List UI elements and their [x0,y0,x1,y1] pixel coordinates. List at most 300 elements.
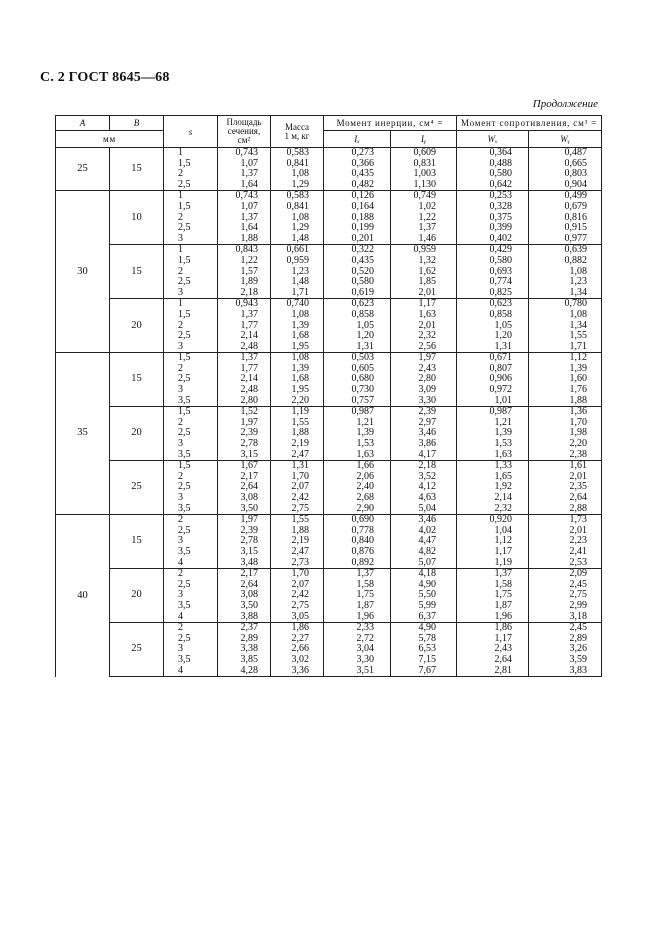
value-ix: 1,63 [356,448,374,460]
cell-b: 25 [110,623,164,677]
value-s: 3 [178,535,183,547]
column-s [164,299,218,353]
col-header-wy: Wᵧ [529,131,602,148]
column-mass [271,407,324,461]
cell-wx [457,407,528,460]
cell-wy [529,148,601,190]
value-wx: 0,693 [489,265,513,277]
value-wy: 2,89 [569,632,588,644]
value-wy: 1,70 [569,416,588,428]
cell-b: 15 [110,353,164,407]
value-s: 2 [178,211,183,223]
value-wx: 1,17 [494,545,513,557]
value-area: 3,08 [240,589,258,601]
value-s: 2,5 [178,373,191,385]
value-s: 3 [178,492,183,503]
value-iy: 5,50 [418,589,437,601]
column-wy [529,407,602,461]
value-iy: 1,02 [418,200,437,212]
column-iy [391,461,457,515]
value-s: 2 [178,319,183,331]
value-iy: 4,82 [418,545,437,557]
value-iy: 7,67 [418,664,437,676]
value-mass: 1,48 [291,232,309,244]
cell-iy [391,515,456,568]
cell-b: 15 [110,245,164,299]
value-wx: 0,987 [489,406,513,418]
value-wx: 0,402 [489,232,513,244]
value-mass: 0,841 [286,157,309,169]
col-header-mass: Масса 1 м, кг [271,116,324,148]
col-header-resistance: Момент сопротивления, см³ = [457,116,602,131]
value-area: 2,48 [240,384,258,396]
column-wy [529,461,602,515]
cell-area [218,353,270,406]
cell-wx [457,623,528,676]
value-iy: 2,18 [418,460,437,472]
value-iy: 1,62 [418,265,437,277]
column-ix [324,569,391,623]
value-mass: 1,55 [291,514,309,526]
value-ix: 0,322 [351,244,374,256]
value-s: 2,5 [178,178,191,190]
value-ix: 1,66 [356,460,374,472]
cell-mass [271,191,323,244]
value-area: 3,88 [240,610,258,622]
value-mass: 2,20 [291,394,309,406]
value-wy: 0,639 [564,244,588,256]
properties-table [55,115,602,677]
value-iy: 2,80 [418,373,437,385]
cell-s [164,299,217,352]
value-ix: 2,06 [356,470,374,482]
value-iy: 1,97 [418,352,437,364]
value-wx: 2,14 [494,492,513,503]
cell-iy [391,191,456,244]
value-wy: 0,904 [564,178,588,190]
value-wx: 0,375 [489,211,513,223]
value-area: 1,64 [240,222,258,234]
cell-ix [324,407,390,460]
value-wy: 2,53 [569,556,588,568]
column-area [218,299,271,353]
value-mass: 1,08 [291,168,309,180]
cell-a: 40 [56,515,110,677]
value-wx: 1,19 [494,556,513,568]
cell-s [164,407,217,460]
value-area: 3,15 [240,448,258,460]
cell-s [164,461,217,514]
value-ix: 1,05 [356,319,374,331]
value-mass: 1,88 [291,427,309,439]
value-wx: 2,81 [494,664,513,676]
value-area: 2,64 [240,481,258,493]
value-ix: 0,778 [351,524,374,536]
value-area: 1,37 [240,352,258,364]
cell-mass [271,407,323,460]
value-wy: 1,61 [569,460,588,472]
value-wx: 1,92 [494,481,513,493]
value-wy: 0,780 [564,298,588,310]
cell-b: 20 [110,407,164,461]
value-iy: 5,07 [418,556,437,568]
value-s: 2,5 [178,427,191,439]
value-iy: 2,01 [418,286,437,298]
value-wx: 0,399 [489,222,513,234]
value-s: 2 [178,622,183,634]
value-area: 1,07 [240,157,258,169]
value-wy: 2,01 [569,524,588,536]
value-s: 2,5 [178,330,191,342]
cell-b: 10 [110,191,164,245]
cell-iy [391,569,456,622]
value-s: 2,5 [178,222,191,234]
column-ix [324,245,391,299]
cell-iy [391,623,456,676]
value-area: 1,64 [240,178,258,190]
value-ix: 0,680 [351,373,374,385]
column-wy [529,353,602,407]
value-mass: 2,19 [291,438,309,450]
column-area [218,148,271,191]
cell-area [218,623,270,676]
value-ix: 0,840 [351,535,374,547]
value-wy: 2,45 [569,578,588,590]
column-mass [271,191,324,245]
value-ix: 1,75 [356,589,374,601]
column-ix [324,515,391,569]
value-mass: 1,19 [291,406,309,418]
value-wy: 2,41 [569,545,588,557]
value-ix: 0,188 [351,211,374,223]
value-wy: 1,73 [569,514,588,526]
column-wx [457,623,529,677]
value-wx: 1,12 [494,535,513,547]
value-s: 1,5 [178,308,191,320]
value-wy: 1,34 [569,319,588,331]
value-wx: 1,17 [494,632,513,644]
column-wy [529,191,602,245]
value-wy: 3,83 [569,664,588,676]
value-ix: 1,39 [356,427,374,439]
value-wx: 0,972 [489,384,513,396]
cell-area [218,245,270,298]
value-wy: 2,09 [569,568,588,580]
value-area: 3,50 [240,502,258,514]
value-mass: 1,08 [291,352,309,364]
cell-ix [324,515,390,568]
value-mass: 2,66 [291,643,309,655]
value-wy: 2,99 [569,599,588,611]
value-area: 2,78 [240,438,258,450]
cell-mass [271,515,323,568]
value-mass: 2,47 [291,545,309,557]
value-area: 4,28 [240,664,258,676]
value-area: 0,743 [235,190,258,202]
value-s: 2 [178,514,183,526]
value-wx: 0,488 [489,157,513,169]
value-wx: 1,37 [494,568,513,580]
col-header-inertia: Момент инерции, см⁴ = [324,116,457,131]
value-mass: 0,583 [286,147,309,158]
column-iy [391,191,457,245]
value-mass: 1,08 [291,308,309,320]
value-wx: 2,64 [494,653,513,665]
value-wy: 2,20 [569,438,588,450]
cell-wy [529,461,601,514]
value-wx: 1,87 [494,599,513,611]
value-mass: 3,02 [291,653,309,665]
value-wx: 0,858 [489,308,513,320]
column-wx [457,569,529,623]
table-group [56,191,602,353]
value-mass: 1,31 [291,460,309,472]
value-iy: 7,15 [418,653,437,665]
value-s: 3,5 [178,545,191,557]
column-mass [271,623,324,677]
cell-area [218,569,270,622]
value-mass: 1,23 [291,265,309,277]
value-area: 1,77 [240,362,258,374]
value-wx: 0,623 [489,298,513,310]
value-wy: 3,59 [569,653,588,665]
continuation-label: Продолжение [532,98,598,110]
value-ix: 0,987 [351,406,374,418]
value-wy: 1,39 [569,362,588,374]
cell-wx [457,461,528,514]
cell-wy [529,623,601,676]
value-iy: 2,01 [418,319,437,331]
value-ix: 3,30 [356,653,374,665]
column-wy [529,245,602,299]
table-row [56,623,602,677]
value-ix: 1,58 [356,578,374,590]
cell-b: 15 [110,515,164,569]
value-s: 4 [178,610,183,622]
cell-b: 25 [110,461,164,515]
cell-s [164,515,217,568]
value-iy: 1,63 [418,308,437,320]
value-wx: 1,20 [494,330,513,342]
value-ix: 2,72 [356,632,374,644]
cell-s [164,191,217,244]
value-wx: 1,65 [494,470,513,482]
value-wy: 0,679 [564,200,588,212]
value-ix: 1,37 [356,568,374,580]
cell-ix [324,461,390,514]
value-iy: 1,003 [413,168,437,180]
column-s [164,148,218,191]
column-mass [271,148,324,191]
value-mass: 1,88 [291,524,309,536]
value-iy: 4,02 [418,524,437,536]
value-iy: 1,46 [418,232,437,244]
value-wx: 0,920 [489,514,513,526]
value-wx: 0,253 [489,190,513,202]
cell-wx [457,515,528,568]
value-mass: 2,42 [291,492,309,503]
value-wx: 0,429 [489,244,513,256]
value-mass: 1,39 [291,362,309,374]
table-row [56,148,602,191]
value-area: 1,22 [240,254,258,266]
column-wx [457,148,529,191]
value-mass: 1,70 [291,470,309,482]
value-mass: 0,740 [286,298,309,310]
column-wx [457,407,529,461]
col-header-ix: Iₓ [324,131,391,148]
column-area [218,245,271,299]
value-ix: 1,87 [356,599,374,611]
column-s [164,515,218,569]
column-area [218,461,271,515]
value-area: 2,14 [240,373,258,385]
value-mass: 0,661 [286,244,309,256]
column-area [218,353,271,407]
value-wx: 1,04 [494,524,513,536]
value-wy: 2,38 [569,448,588,460]
value-iy: 3,86 [418,438,437,450]
value-ix: 1,21 [356,416,374,428]
value-wy: 1,36 [569,406,588,418]
value-area: 0,843 [235,244,258,256]
column-area [218,569,271,623]
value-ix: 0,201 [351,232,374,244]
column-s [164,407,218,461]
value-ix: 0,503 [351,352,374,364]
value-iy: 5,78 [418,632,437,644]
value-mass: 2,75 [291,599,309,611]
value-area: 2,17 [240,568,258,580]
value-ix: 0,520 [351,265,374,277]
value-ix: 0,580 [351,276,374,288]
value-wy: 0,915 [564,222,588,234]
value-ix: 0,126 [351,190,374,202]
cell-iy [391,461,456,514]
cell-iy [391,245,456,298]
value-iy: 1,17 [418,298,437,310]
value-mass: 2,42 [291,589,309,601]
column-s [164,623,218,677]
value-wy: 2,75 [569,589,588,601]
value-iy: 0,749 [413,190,437,202]
cell-s [164,245,217,298]
value-wy: 1,60 [569,373,588,385]
value-mass: 3,05 [291,610,309,622]
value-s: 2 [178,470,183,482]
column-iy [391,407,457,461]
cell-iy [391,148,456,190]
value-wy: 1,34 [569,286,588,298]
column-wy [529,299,602,353]
value-area: 0,943 [235,298,258,310]
value-wx: 1,33 [494,460,513,472]
value-s: 1 [178,298,183,310]
value-area: 2,39 [240,524,258,536]
cell-iy [391,353,456,406]
column-s [164,353,218,407]
column-s [164,569,218,623]
value-area: 3,38 [240,643,258,655]
value-iy: 2,97 [418,416,437,428]
table-group [56,515,602,677]
value-mass: 1,70 [291,568,309,580]
value-area: 2,78 [240,535,258,547]
column-mass [271,299,324,353]
col-header-s: s [164,116,218,148]
column-ix [324,148,391,191]
value-wx: 0,642 [489,178,513,190]
cell-s [164,148,217,190]
value-iy: 3,46 [418,427,437,439]
value-wy: 0,487 [564,147,588,158]
value-ix: 1,31 [356,340,374,352]
value-area: 1,07 [240,200,258,212]
value-ix: 0,690 [351,514,374,526]
value-area: 3,15 [240,545,258,557]
column-area [218,515,271,569]
cell-ix [324,623,390,676]
value-area: 1,37 [240,308,258,320]
value-iy: 4,63 [418,492,437,503]
column-ix [324,299,391,353]
column-ix [324,191,391,245]
value-wx: 2,43 [494,643,513,655]
value-ix: 0,164 [351,200,374,212]
value-mass: 1,68 [291,373,309,385]
column-wx [457,515,529,569]
cell-a: 30 [56,191,110,353]
value-wx: 0,580 [489,168,513,180]
value-iy: 1,85 [418,276,437,288]
column-ix [324,407,391,461]
column-wy [529,515,602,569]
value-area: 3,08 [240,492,258,503]
value-area: 2,37 [240,622,258,634]
value-iy: 2,32 [418,330,437,342]
value-iy: 0,959 [413,244,437,256]
value-ix: 0,366 [351,157,374,169]
value-mass: 1,95 [291,340,309,352]
cell-ix [324,191,390,244]
value-wy: 1,08 [569,265,588,277]
column-iy [391,569,457,623]
value-wy: 1,76 [569,384,588,396]
value-mass: 2,27 [291,632,309,644]
value-iy: 3,52 [418,470,437,482]
value-iy: 2,39 [418,406,437,418]
value-s: 3 [178,286,183,298]
value-mass: 1,08 [291,211,309,223]
value-ix: 0,435 [351,168,374,180]
cell-area [218,191,270,244]
value-ix: 0,273 [351,147,374,158]
column-mass [271,461,324,515]
column-mass [271,569,324,623]
value-wy: 2,64 [569,492,588,503]
value-ix: 0,605 [351,362,374,374]
value-s: 3 [178,438,183,450]
value-iy: 4,47 [418,535,437,547]
cell-wy [529,245,601,298]
value-ix: 0,730 [351,384,374,396]
value-s: 3 [178,589,183,601]
cell-s [164,353,217,406]
value-iy: 4,90 [418,578,437,590]
value-wx: 1,21 [494,416,513,428]
value-s: 3 [178,232,183,244]
value-s: 2,5 [178,578,191,590]
